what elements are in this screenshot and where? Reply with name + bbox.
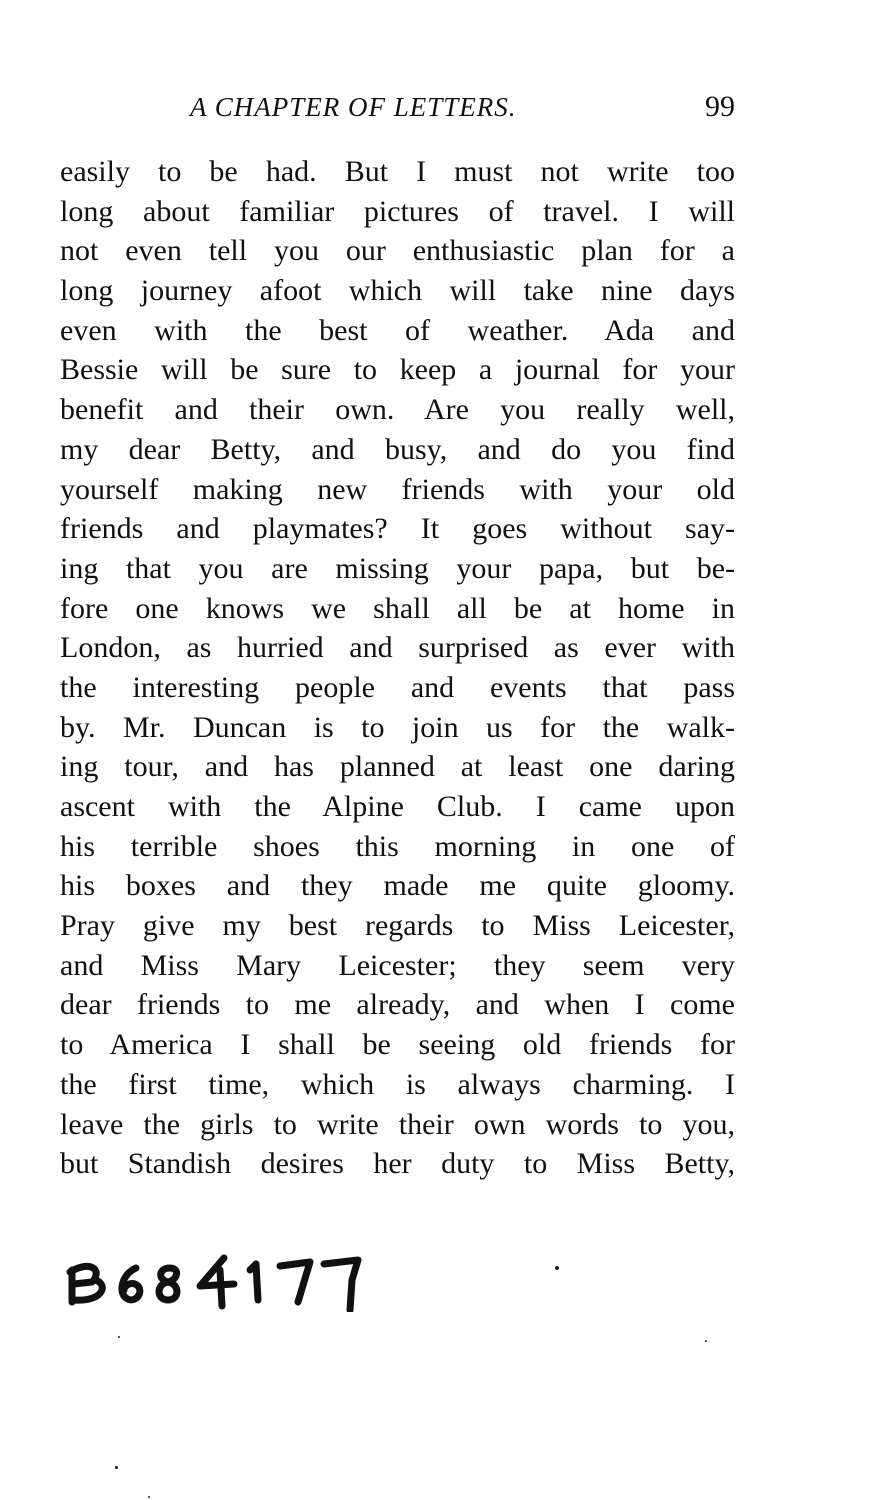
- ink-speck: [705, 1340, 707, 1342]
- text-line-17: ascent with the Alpine Club. I came upon: [60, 790, 735, 823]
- text-line-21: and Miss Mary Leicester; they seem very: [60, 948, 735, 982]
- text-line-1: easily to be had. But I must not write too: [60, 155, 735, 188]
- text-line-5: even with the best of weather. Ada and: [60, 313, 735, 347]
- text-line-4: long journey afoot which will take nine days: [60, 274, 735, 308]
- text-line-15: by. Mr. Duncan is to join us for the walk-: [60, 710, 735, 744]
- ink-speck: [115, 1466, 118, 1469]
- text-line-16: ing tour, and has planned at least one daring: [60, 750, 735, 784]
- body-text: [60, 152, 735, 1184]
- text-line-20: Pray give my best regards to Miss Leicester,: [60, 909, 735, 943]
- text-line-19: his boxes and they made me quite gloomy.: [60, 869, 735, 903]
- text-line-23: to America I shall be seeing old friends for: [60, 1028, 735, 1062]
- text-line-2: long about familiar pictures of travel. I will: [60, 194, 735, 228]
- text-line-3: not even tell you our enthusiastic plan for a: [60, 234, 735, 268]
- text-line-8: my dear Betty, and busy, and do you find: [60, 432, 735, 466]
- text-line-25: leave the girls to write their own words to you,: [60, 1107, 735, 1141]
- ink-speck: [118, 1336, 120, 1338]
- text-line-12: fore one knows we shall all be at home in: [60, 591, 735, 625]
- text-line-26: but Standish desires her duty to Miss Betty,: [60, 1147, 735, 1181]
- text-line-9: yourself making new friends with your old: [60, 472, 735, 506]
- text-line-6: Bessie will be sure to keep a journal for your: [60, 353, 735, 387]
- text-line-13: London, as hurried and surprised as ever with: [60, 631, 735, 665]
- handwritten-accession-number: [66, 1240, 396, 1312]
- ink-speck: [148, 1496, 150, 1498]
- text-line-7: benefit and their own. Are you really well,: [60, 393, 735, 427]
- page-number: 99: [705, 90, 735, 123]
- text-line-14: the interesting people and events that pass: [60, 670, 735, 704]
- handwritten-stamp-drawing: [66, 1240, 396, 1312]
- text-line-10: friends and playmates? It goes without say-: [60, 512, 735, 546]
- ink-speck: [555, 1266, 559, 1270]
- text-line-11: ing that you are missing your papa, but be-: [60, 551, 735, 585]
- text-line-24: the first time, which is always charming. I: [60, 1067, 735, 1101]
- text-line-18: his terrible shoes this morning in one of: [60, 829, 735, 863]
- running-head: [60, 82, 735, 132]
- text-line-22: dear friends to me already, and when I come: [60, 988, 735, 1022]
- running-title: A CHAPTER OF LETTERS.: [190, 92, 517, 122]
